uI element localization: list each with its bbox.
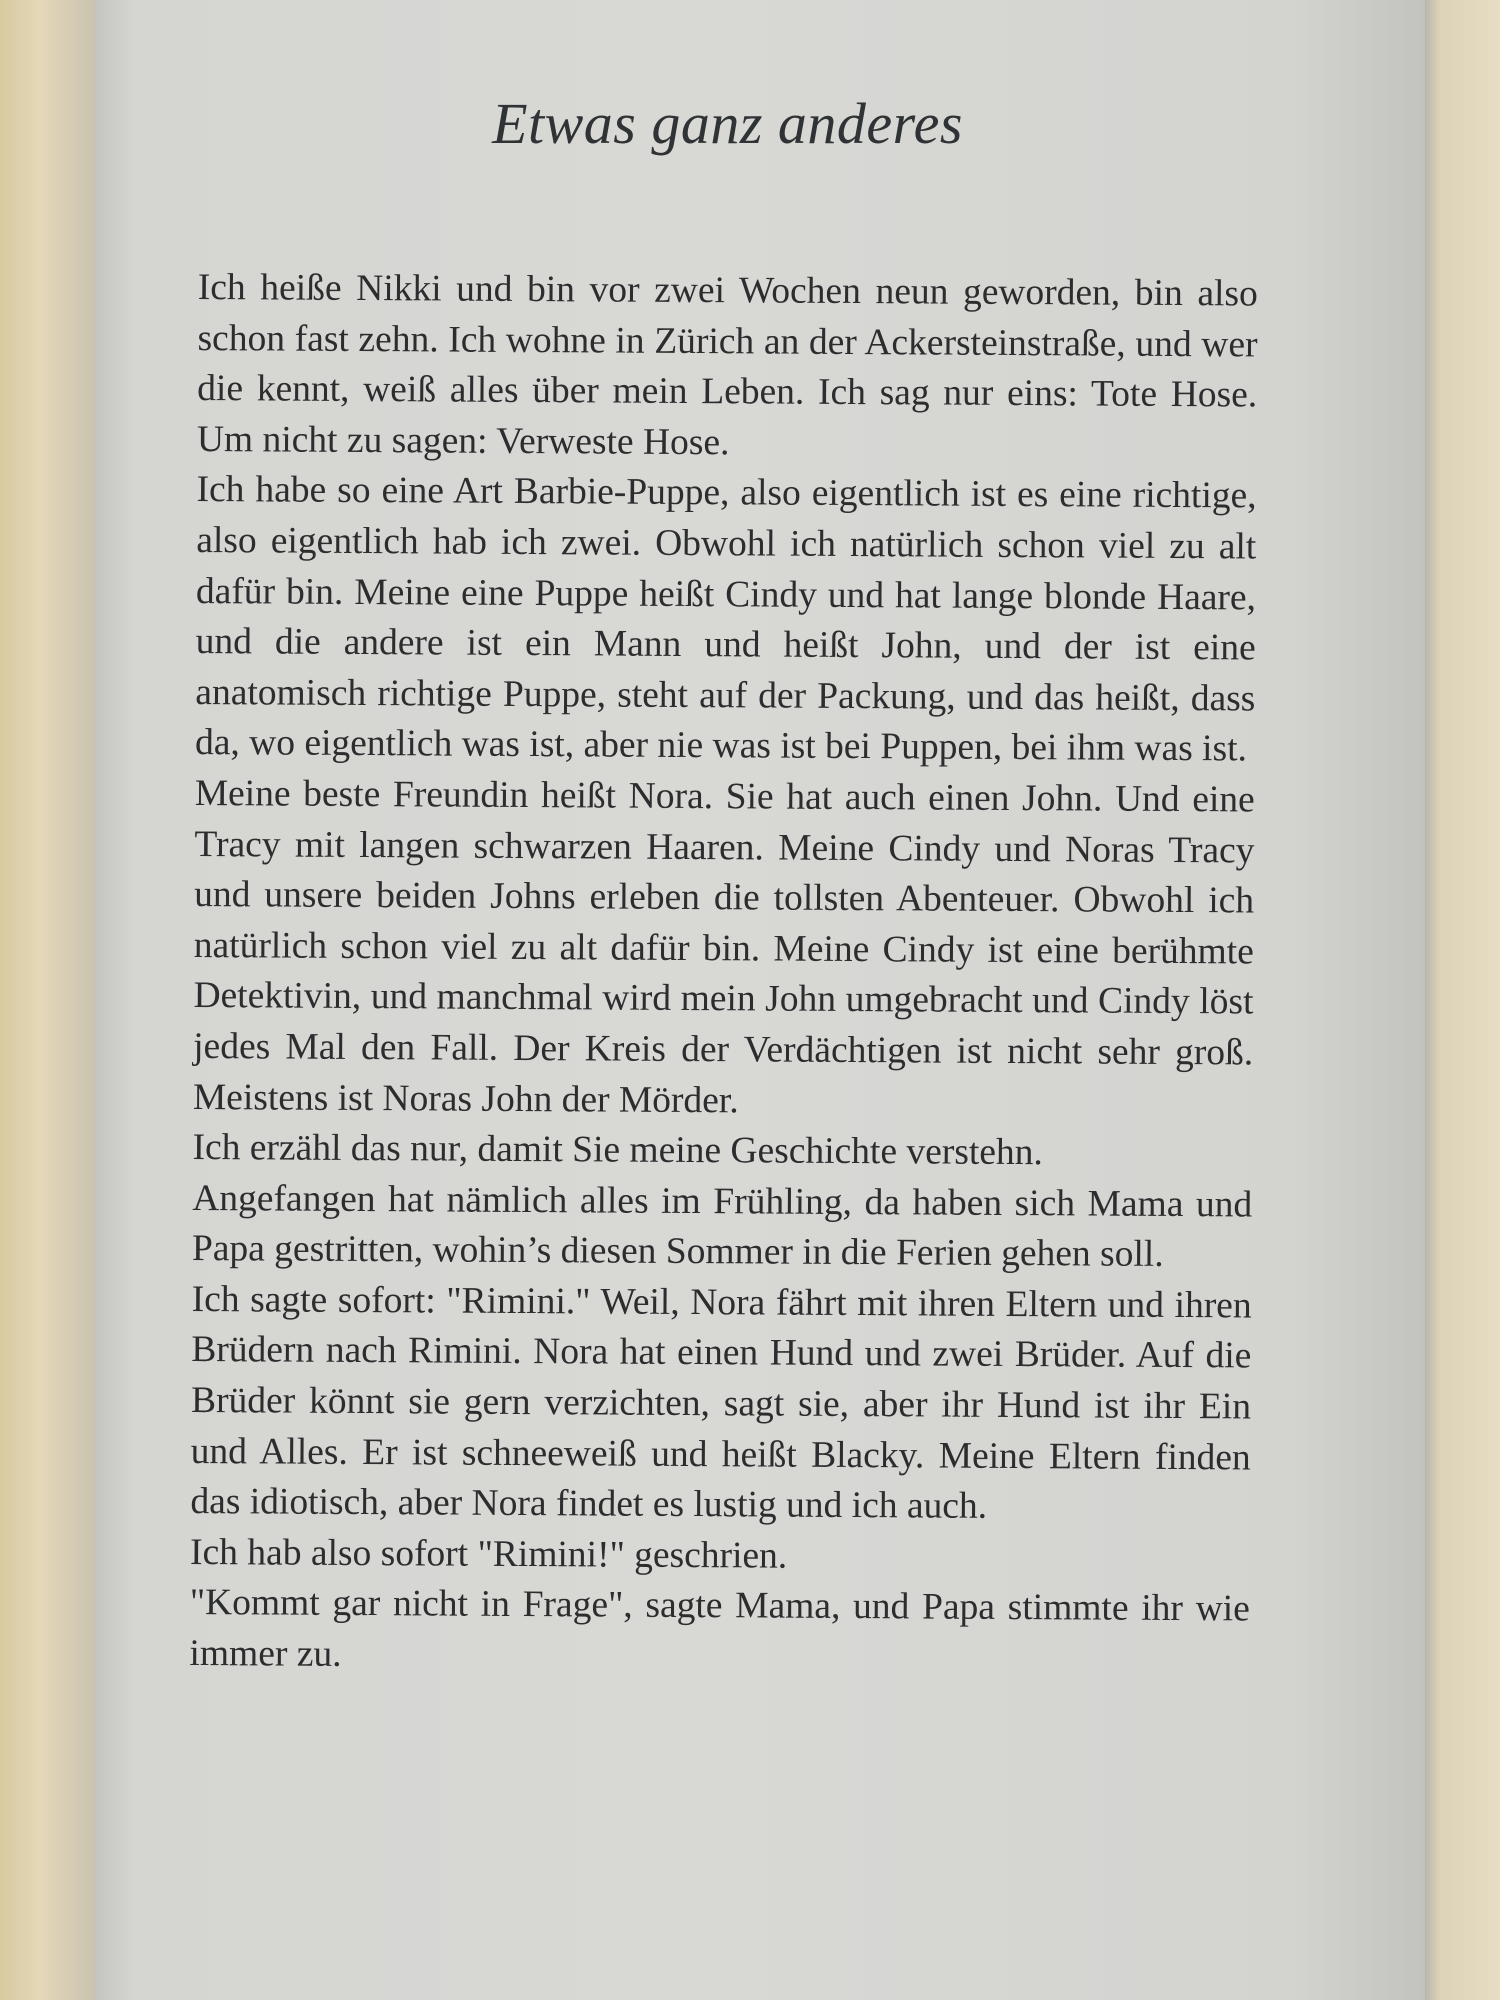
- paragraph: Ich habe so eine Art Barbie-Puppe, also eigentlich ist es eine richtige, also eigentlich hab ich zwei. Obwohl ich natürlich schon viel zu alt dafür bin. Meine eine Puppe heißt Cindy und hat lange blonde Haare, und die andere ist ein Mann und heißt John, und der ist eine anatomisch richtige Puppe, steht auf der Packung, und das heißt, dass da, wo eigentlich was ist, aber nie was ist bei Puppen, bei ihm was ist.: [194, 469, 1257, 770]
- book-page: [95, 0, 1425, 2000]
- paragraph: Ich sagte sofort: "Rimini." Weil, Nora fährt mit ihren Eltern und ihren Brüdern nach Rimini. Nora hat einen Hund und zwei Brüder. Auf die Brüder könnt sie gern verzichten, sagt sie, aber ihr Hund ist ihr Ein und Alles. Er ist schneeweiß und heißt Blacky. Meine Eltern finden das idiotisch, aber Nora findet es lustig und ich auch.: [190, 1278, 1252, 1528]
- paragraph: Ich hab also sofort "Rimini!" geschrien.: [189, 1531, 788, 1577]
- paragraph: Angefangen hat nämlich alles im Frühling, da haben sich Mama und Papa gestritten, wohin’s diesen Sommer in die Ferien gehen soll.: [191, 1177, 1253, 1276]
- paragraph: Ich heiße Nikki und bin vor zwei Wochen neun geworden, bin also schon fast zehn. Ich wohne in Zürich an der Ackersteinstraße, und wer die kennt, weiß alles über mein Leben. Ich sag nur eins: Tote Hose. Um nicht zu sagen: Verweste Hose.: [196, 266, 1258, 464]
- body-text: [189, 263, 1258, 1686]
- paragraph: "Kommt gar nicht in Frage", sagte Mama, und Papa stimmte ihr wie immer zu.: [189, 1582, 1250, 1675]
- chapter-title: Etwas ganz anderes: [492, 91, 963, 156]
- paragraph: Meine beste Freundin heißt Nora. Sie hat auch einen John. Und eine Tracy mit langen schwarzen Haaren. Meine Cindy und Noras Tracy und unsere beiden Johns erleben die tollsten Abenteuer. Obwohl ich natürlich schon viel zu alt dafür bin. Meine Cindy ist eine berühmte Detektivin, und manchmal wird mein John umgebracht und Cindy löst jedes Mal den Fall. Der Kreis der Verdächtigen ist nicht sehr groß. Meistens ist Noras John der Mörder.: [192, 772, 1255, 1121]
- paragraph: Ich erzähl das nur, damit Sie meine Geschichte verstehn.: [192, 1127, 1043, 1174]
